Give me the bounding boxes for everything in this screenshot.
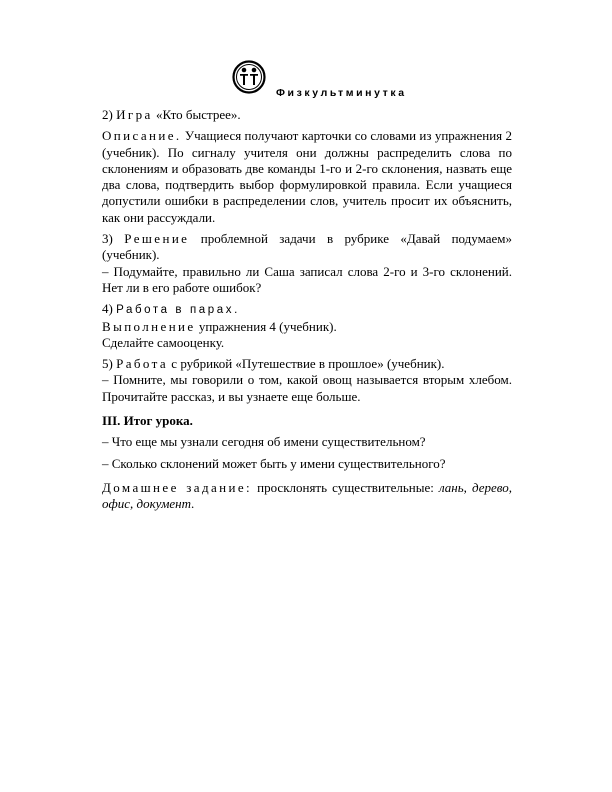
- self-assessment: Сделайте самооценку.: [102, 334, 225, 350]
- game-number: 2): [102, 107, 113, 122]
- problem-heading: [102, 231, 512, 264]
- pairs-number: 4): [102, 301, 113, 317]
- problem-question: – Подумайте, правильно ли Саша записал слова 2-го и 3-го склонений. Нет ли в его работе ошибок?: [102, 263, 512, 295]
- summary-heading: III. Итог урока.: [102, 413, 193, 429]
- rubric-title: с рубрикой «Путешествие в прошлое» (учебник).: [171, 356, 445, 372]
- exercise-label: Выполнение: [102, 318, 196, 334]
- summary-question-1: – Что еще мы узнали сегодня об имени существительном?: [102, 434, 426, 450]
- section-header: [102, 60, 512, 102]
- homework-text: просклонять существительные:: [257, 479, 434, 495]
- rubric-label: Работа: [116, 356, 169, 372]
- two-figures-circle-icon: [232, 60, 266, 94]
- pairs-label: Работа в парах.: [116, 304, 240, 317]
- rubric-number: 5): [102, 356, 113, 372]
- homework-words: лань, дерево, офис, документ: [102, 479, 512, 512]
- pairs-heading: [102, 301, 512, 318]
- homework-label: Домашнее задание:: [102, 479, 253, 495]
- description-text: Учащиеся получают карточки со словами из упражнения 2 (учебник). По сигналу учителя они должны распределить слова по склонениям и образовать две команды 1-го и 2-го склонения, назвать еще два слова, подтвердить выбор формулировкой правила. Если учащиеся допустили ошибки в распределении слов, учитель просит их объяснить, как они рассуждали.: [102, 128, 512, 225]
- rubric-text: – Помните, мы говорили о том, какой овощ называется вторым хлебом. Прочитайте рассказ, и вы узнаете еще больше.: [102, 372, 512, 404]
- game-title: «Кто быстрее».: [155, 107, 241, 122]
- header-title: Физкультминутка: [276, 87, 407, 99]
- homework: [102, 480, 512, 513]
- rubric-heading: [102, 356, 512, 372]
- problem-number: 3): [102, 231, 113, 247]
- pairs-exercise: [102, 319, 512, 335]
- problem-title: проблемной задачи в рубрике «Давай подумаем» (учебник).: [102, 231, 513, 263]
- problem-label: Решение: [124, 231, 190, 247]
- game-label: Игра: [116, 107, 153, 122]
- game-description: [102, 128, 512, 226]
- exercise-text: упражнения 4 (учебник).: [198, 318, 337, 334]
- description-label: Описание.: [102, 128, 182, 144]
- homework-end: .: [191, 496, 195, 512]
- game-heading: [102, 107, 512, 123]
- document-page: [102, 60, 512, 513]
- summary-question-2: – Сколько склонений может быть у имени существительного?: [102, 455, 446, 471]
